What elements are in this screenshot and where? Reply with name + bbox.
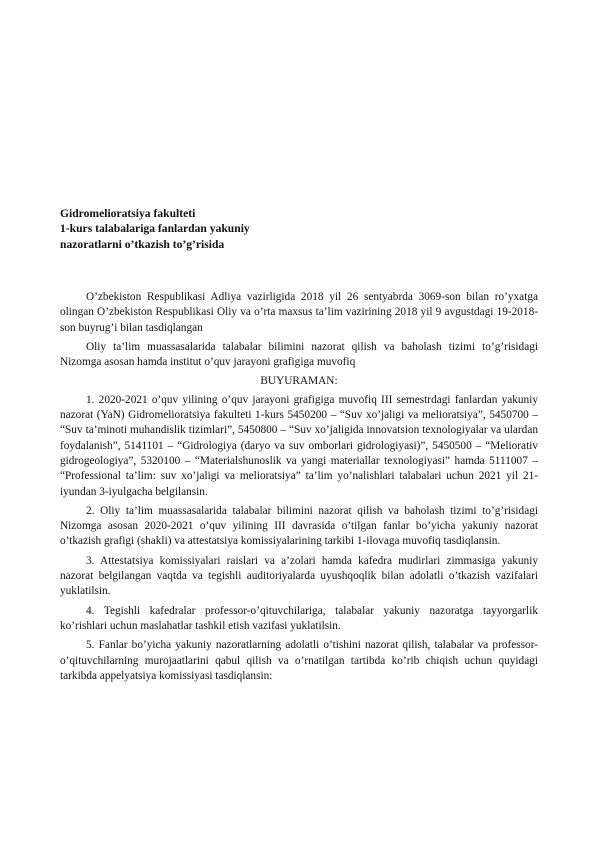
- order-item-3: 3. Attestatsiya komissiyalari raislari va a’zolari hamda kafedra mudirlari zimmasiga yakuniy nazorat belgilangan vaqtda va tegishli auditoriyalarda uyushqoqlik bilan adolatli o’tkazish vazifalari yuklatilsin.: [60, 554, 538, 598]
- order-heading: BUYURAMAN:: [260, 375, 338, 388]
- title-line-topic: nazoratlarni o’tkazish to’g’risida: [60, 237, 225, 251]
- order-item-5: 5. Fanlar bo’yicha yakuniy nazoratlarning adolatli o’tishini nazorat qilish, talabalar va professor-o’qituvchilarning murojaatlarini qabul qilish va o’rnatilgan tartibda ko’rib chiqish uchun quyidagi tarkibda appelyatsiya komissiyasi tasdiqlansin:: [60, 639, 538, 682]
- order-item-2: 2. Oliy ta’lim muassasalarida talabalar bilimini nazorat qilish va baholash tizimi to’g’risidagi Nizomga asosan 2020-2021 o’quv yilining III davrasida o’tilgan fanlar bo’yicha yakuniy nazorat o’tkazish grafigi (shakli) va attestatsiya komissiyalarining tarkibi 1-ilovaga muvofiq tasdiqlansin.: [60, 504, 538, 548]
- order-item-4: 4. Tegishli kafedralar professor-o’qituvchilariga, talabalar yakuniy nazoratga tayyorgarlik ko’rishlari uchun maslahatlar tashkil etish vazifasi yuklatilsin.: [60, 604, 538, 632]
- preamble-paragraph-2: Oliy ta’lim muassasalarida talabalar bilimini nazorat qilish va baholash tizimi to’g’risidagi Nizomga asosan hamda institut o’quv jarayoni grafigiga muvofiq: [60, 340, 538, 369]
- title-line-subject: 1-kurs talabalariga fanlardan yakuniy: [60, 222, 250, 236]
- document-body: [60, 290, 538, 688]
- order-item-1: 1. 2020-2021 o’quv yilining o’quv jarayoni grafigiga muvofiq III semestrdagi fanlardan yakuniy nazorat (YaN) Gidromelioratsiya fakulteti 1-kurs 5450200 – “Suv xo’jaligi va melioratsiya”, 5450700 – “Suv ta’minoti muhandislik tizimlari”, 5450800 – “Suv xo’jaligida innovatsion texnologiyalar va ulardan foydalanish”, 5141101 – “Gidrologiya (daryo va suv omborlari gidrologiyasi)”, 5450500 – “Meliorativ gidrogeologiya”, 5320100 – “Materialshunoslik va yangi materiallar texnologiyasi” hamda 5111007 – “Professional ta’lim: suv xo’jaligi va melioratsiya” ta’lim yo’nalishlari talabalari uchun 2021 yil 21-iyundan 3-iyulgacha belgilansin.: [60, 393, 538, 498]
- preamble-paragraph-1: O’zbekiston Respublikasi Adliya vazirligida 2018 yil 26 sentyabrda 3069-son bilan ro’yxatga olingan O’zbekiston Respublikasi Oliy va o’rta maxsus ta’lim vazirining 2018 yil 9 avgustdagi 19-2018-son buyrug’i bilan tasdiqlangan: [60, 291, 538, 334]
- title-line-faculty: Gidromelioratsiya fakulteti: [60, 207, 196, 220]
- document-title: [60, 206, 360, 252]
